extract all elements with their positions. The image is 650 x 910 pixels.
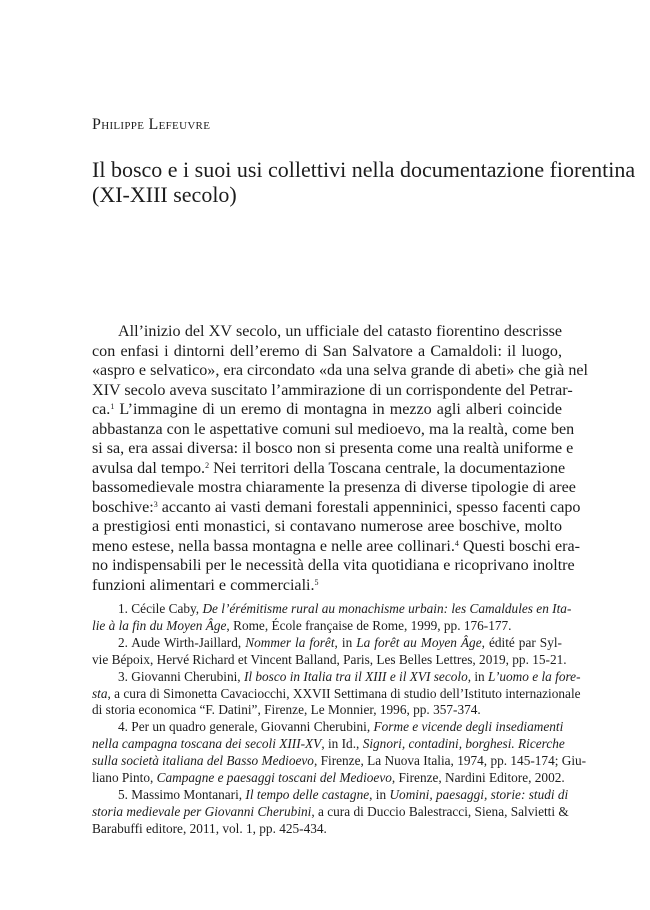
body-paragraph bbox=[92, 322, 589, 595]
footnote-ref[interactable]: 4 bbox=[454, 538, 459, 548]
body-line: a prestigiosi enti monastici, si contavano numerose aree boschive, molto bbox=[92, 518, 562, 535]
footnote-3 bbox=[92, 668, 581, 720]
body-line: no indispensabili per le necessità della vita quotidiana e ricoprivano inoltre bbox=[92, 557, 575, 574]
author-name: Philippe Lefeuvre bbox=[92, 116, 211, 133]
body-line: ca.$^1$ L’immagine di un eremo di montagna in mezzo agli alberi coincide bbox=[92, 401, 562, 418]
body-line: bassomedievale mostra chiaramente la presenza di diverse tipologie di aree bbox=[92, 479, 576, 496]
footnote-line: sta, a cura di Simonetta Cavaciocchi, XXVII Settimana di studio dell’Istituto internazionale bbox=[92, 685, 581, 701]
footnote-line: 4. Per un quadro generale, Giovanni Cherubini, Forme e vicende degli insediamenti bbox=[118, 719, 564, 735]
body-line: XIV secolo aveva suscitato l’ammirazione di un corrispondente del Petrar- bbox=[92, 381, 573, 399]
footnote-line: lie à la fin du Moyen Âge, Rome, École française de Rome, 1999, pp. 176-177. bbox=[92, 617, 512, 633]
footnote-line: Barabuffi editore, 2011, vol. 1, pp. 425-434. bbox=[92, 820, 327, 836]
footnote-5 bbox=[92, 786, 569, 838]
body-line: meno estese, nella bassa montagna e nelle aree collinari.$^4$ Questi boschi era- bbox=[92, 537, 580, 555]
footnote-line: storia medievale per Giovanni Cherubini, a cura di Duccio Balestracci, Siena, Salvietti & bbox=[92, 803, 569, 819]
footnote-line: nella campagna toscana dei secoli XIII-XV, in Id., Signori, contadini, borghesi. Ricerche bbox=[92, 736, 565, 752]
title-line: Il bosco e i suoi usi collettivi nella documentazione fiorentina bbox=[92, 157, 636, 182]
footnote-ref[interactable]: 1 bbox=[110, 402, 115, 411]
footnote-line: di storia economica “F. Datini”, Firenze, Le Monnier, 1996, pp. 357-374. bbox=[92, 702, 481, 718]
body-line: si sa, era assai diversa: il bosco non si presenta come una realtà uniforme e bbox=[92, 440, 574, 457]
footnote-line: 1. Cécile Caby, De l’érémitisme rural au monachisme urbain: les Camaldules en Ita- bbox=[118, 601, 572, 616]
footnote-1 bbox=[92, 601, 572, 635]
footnote-ref[interactable]: 3 bbox=[153, 499, 158, 509]
body-line: avulsa dal tempo.$^2$ Nei territori della Toscana centrale, la documentazione bbox=[92, 459, 566, 477]
footnote-ref[interactable]: 5 bbox=[314, 577, 319, 587]
body-line: «aspro e selvatico», era circondato «da una selva grande di abeti» che già nel bbox=[92, 362, 589, 379]
footnotes bbox=[92, 601, 587, 838]
footnote-2 bbox=[92, 634, 567, 669]
footnote-line: 3. Giovanni Cherubini, Il bosco in Italia tra il XIII e il XVI secolo, in L’uomo e la fore- bbox=[118, 668, 581, 684]
footnote-line: vie Bépoix, Hervé Richard et Vincent Balland, Paris, Les Belles Lettres, 2019, pp. 15-21. bbox=[92, 651, 567, 667]
body-line: All’inizio del XV secolo, un ufficiale del catasto fiorentino descrisse bbox=[118, 323, 562, 340]
body-line: abbastanza con le aspettative comuni sul medioevo, ma la realtà, come ben bbox=[92, 420, 575, 438]
footnote-ref[interactable]: 2 bbox=[205, 460, 210, 470]
footnote-line: sulla società italiana del Basso Medioevo, Firenze, La Nuova Italia, 1974, pp. 145-174; Giu- bbox=[92, 753, 587, 769]
chapter-title bbox=[92, 157, 636, 207]
body-line: boschive:$^3$ accanto ai vasti demani forestali appenninici, spesso facenti capo bbox=[92, 498, 581, 516]
body-line: con enfasi i dintorni dell’eremo di San Salvatore a Camaldoli: il luogo, bbox=[92, 342, 562, 360]
footnote-4 bbox=[92, 719, 587, 787]
title-line: (XI-XIII secolo) bbox=[92, 182, 237, 207]
footnote-line: 5. Massimo Montanari, Il tempo delle castagne, in Uomini, paesaggi, storie: studi di bbox=[118, 786, 569, 802]
footnote-line: 2. Aude Wirth-Jaillard, Nommer la forêt, in La forêt au Moyen Âge, édité par Syl- bbox=[118, 634, 562, 650]
body-line: funzioni alimentari e commerciali.$^5$ bbox=[92, 576, 319, 594]
footnote-line: liano Pinto, Campagne e paesaggi toscani del Medioevo, Firenze, Nardini Editore, 2002. bbox=[92, 770, 565, 786]
